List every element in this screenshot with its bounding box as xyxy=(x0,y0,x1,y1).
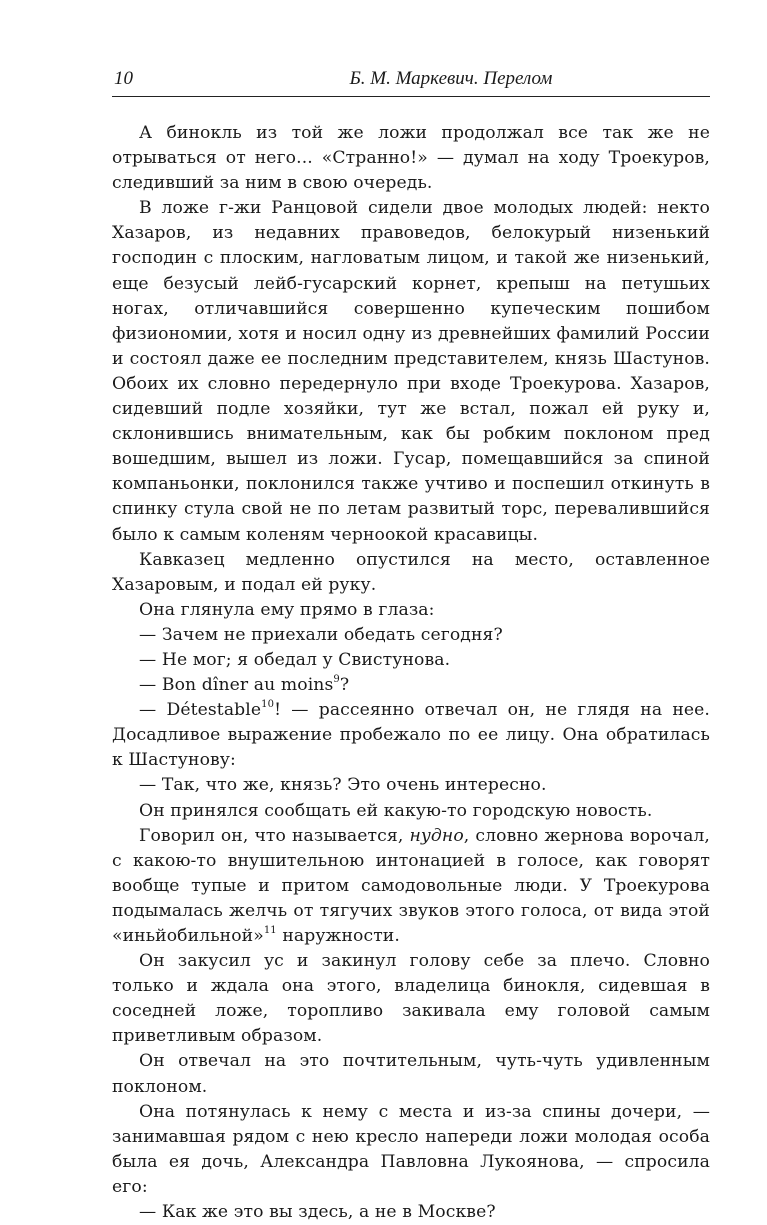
paragraph: Она потянулась к нему с места и из-за спины дочери, — занимавшая рядом с нею кресло напереди ложи молодая особа была ея дочь, Александра Павловна Лукоянова, — спросила его: xyxy=(112,1101,710,1197)
dialogue-line: — Так, что же, князь? Это очень интересно. xyxy=(139,775,547,796)
dialogue-line: — Как же это вы здесь, а не в Москве? xyxy=(139,1202,496,1223)
paragraph: Кавказец медленно опустился на место, оставленное Хазаровым, и подал ей руку. xyxy=(112,549,710,595)
paragraph: В ложе г-жи Ранцовой сидели двое молодых людей: некто Хазаров, из недавних правоведов, белокурый низенький господин с плоским, нагловатым лицом, и такой же низенький, еще безусый лейб-гусарский корнет, крепыш на петушьих ногах, отличавшийся совершенно купеческим пошибом физиономии, хотя и носил одну из древнейших фамилий России и состоял даже ее последним представителем, князь Шастунов. Обоих их словно передернуло при входе Троекурова. Хазаров, сидевший подле хозяйки, тут же встал, пожал ей руку и, склонившись внимательным, как бы робким поклоном пред вошедшим, вышел из ложи. Гусар, помещавшийся за спиной компаньонки, поклонился также учтиво и поспешил откинуть в спинку стула свой не по летам развитый торс, перевалившийся было к самым коленям черноокой красавицы. xyxy=(112,198,710,545)
dialogue-line: — Bon dîner au moins$^9$? xyxy=(139,674,350,696)
paragraph: Он закусил ус и закинул голову себе за плечо. Словно только и ждала она этого, владелица бинокля, сидевшая в соседней ложе, торопливо закивала ему головой самым приветливым образом. xyxy=(112,951,710,1047)
paragraph: Он принялся сообщать ей какую-то городскую новость. xyxy=(139,800,653,821)
footnote-marker: 10 xyxy=(261,699,275,711)
book-title: Б. М. Маркевич. Перелом xyxy=(349,68,553,89)
italic-word: нудно xyxy=(409,825,464,846)
paragraph: Она глянула ему прямо в глаза: xyxy=(139,599,435,620)
dialogue-line: — Détestable$^{10}$! — рассеянно отвечал он, не глядя на нее. Досадливое выражение пробежало по ее лицу. Она обратилась к Шастунову: xyxy=(112,699,710,771)
dialogue-line: — Не мог; я обедал у Свистунова. xyxy=(139,649,451,670)
footnote-marker: 11 xyxy=(263,925,277,937)
page-number: 10 xyxy=(114,68,133,89)
footnote-marker: 9 xyxy=(333,674,340,686)
body-text xyxy=(112,121,710,1225)
paragraph: Он отвечал на это почтительным, чуть-чуть удивленным поклоном. xyxy=(112,1051,710,1097)
paragraph: Говорил он, что называется, нудно, словно жернова ворочал, с какою-то внушительною интонацией в голосе, как говорят вообще тупые и притом самодовольные люди. У Троекурова подымалась желчь от тягучих звуков этого голоса, от вида этой «иньйобильной»$^{11}$ наружности. xyxy=(112,825,710,946)
paragraph: А бинокль из той же ложи продолжал все так же не отрываться от него... «Странно!» — думал на ходу Троекуров, следивший за ним в свою очередь. xyxy=(112,123,710,194)
running-header xyxy=(112,64,710,97)
dialogue-line: — Зачем не приехали обедать сегодня? xyxy=(139,624,503,645)
book-page xyxy=(112,64,710,1225)
